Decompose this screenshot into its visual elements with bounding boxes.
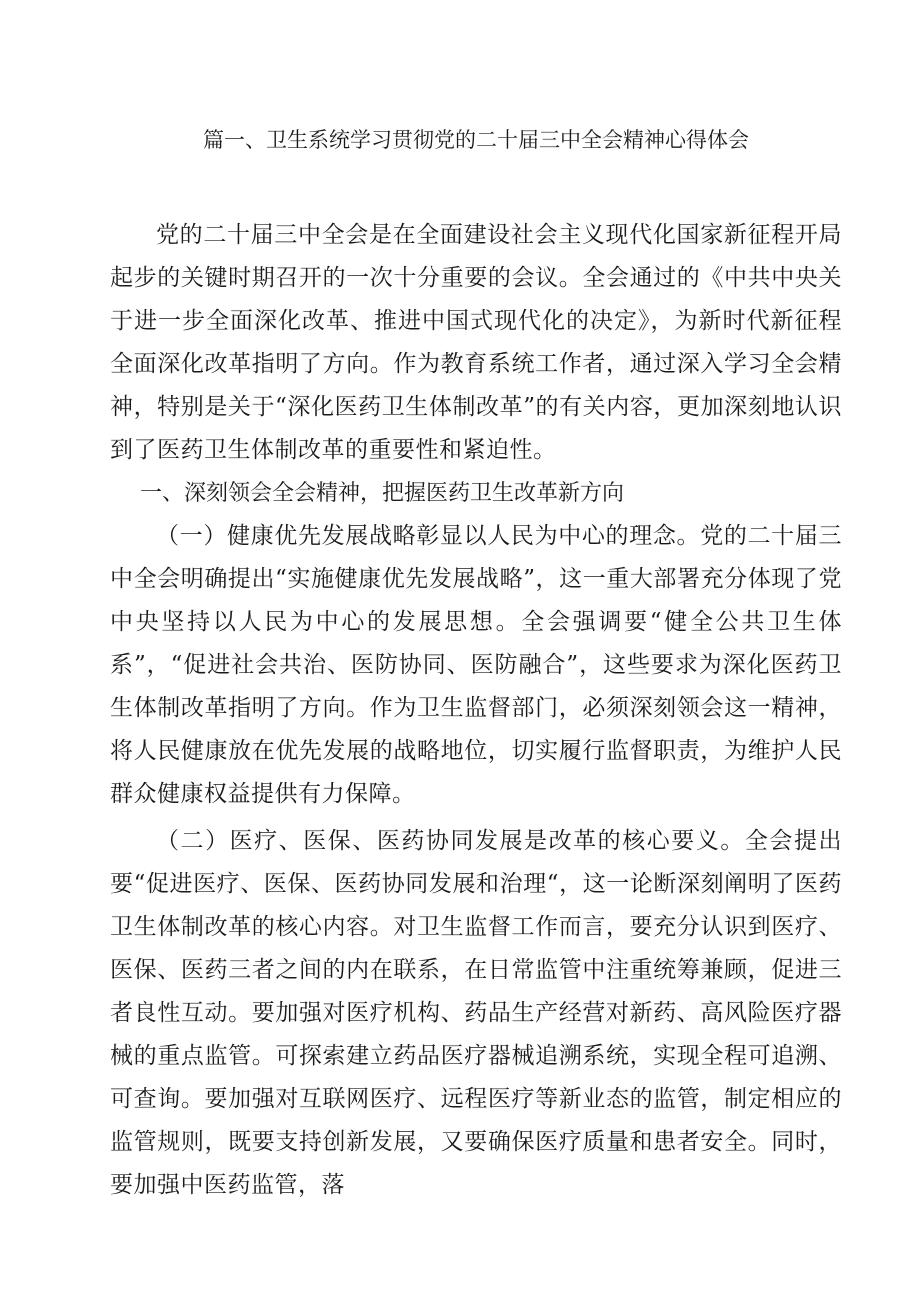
paragraph-2: （二）医疗、医保、医药协同发展是改革的核心要义。全会提出要“促进医疗、医保、医药协同发展和治理“，这一论断深刻阐明了医药卫生体制改革的核心内容。对卫生监督工作而言，要充分认识到医疗、医保、医药三者之间的内在联系，在日常监管中注重统筹兼顾，促进三者良性互动。要加强对医疗机构、药品生产经营对新药、高风险医疗器械的重点监管。可探索建立药品医疗器械追溯系统，实现全程可追溯、可查询。要加强对互联网医疗、远程医疗等新业态的监管，制定相应的监管规则，既要支持创新发展，又要确保医疗质量和患者安全。同时，要加强中医药监管，落 xyxy=(110,828,842,1198)
document-title: 篇一、卫生系统学习贯彻党的二十届三中全会精神心得体会 xyxy=(203,128,749,152)
section-heading-1: 一、深刻领会全会精神，把握医药卫生改革新方向 xyxy=(140,481,625,506)
document-body xyxy=(110,214,842,1207)
intro-paragraph: 党的二十届三中全会是在全面建设社会主义现代化国家新征程开局起步的关键时期召开的一次十分重要的会议。全会通过的《中共中央关于进一步全面深化改革、推进中国式现代化的决定》，为新时代新征程全面深化改革指明了方向。作为教育系统工作者，通过深入学习全会精神，特别是关于“深化医药卫生体制改革”的有关内容，更加深刻地认识到了医药卫生体制改革的重要性和紧迫性。 xyxy=(110,222,842,463)
paragraph-1: （一）健康优先发展战略彰显以人民为中心的理念。党的二十届三中全会明确提出“实施健康优先发展战略”，这一重大部署充分体现了党中央坚持以人民为中心的发展思想。全会强调要“健全公共卫生体系”，“促进社会共治、医防协同、医防融合”，这些要求为深化医药卫生体制改革指明了方向。作为卫生监督部门，必须深刻领会这一精神，将人民健康放在优先发展的战略地位，切实履行监督职责，为维护人民群众健康权益提供有力保障。 xyxy=(110,523,842,807)
